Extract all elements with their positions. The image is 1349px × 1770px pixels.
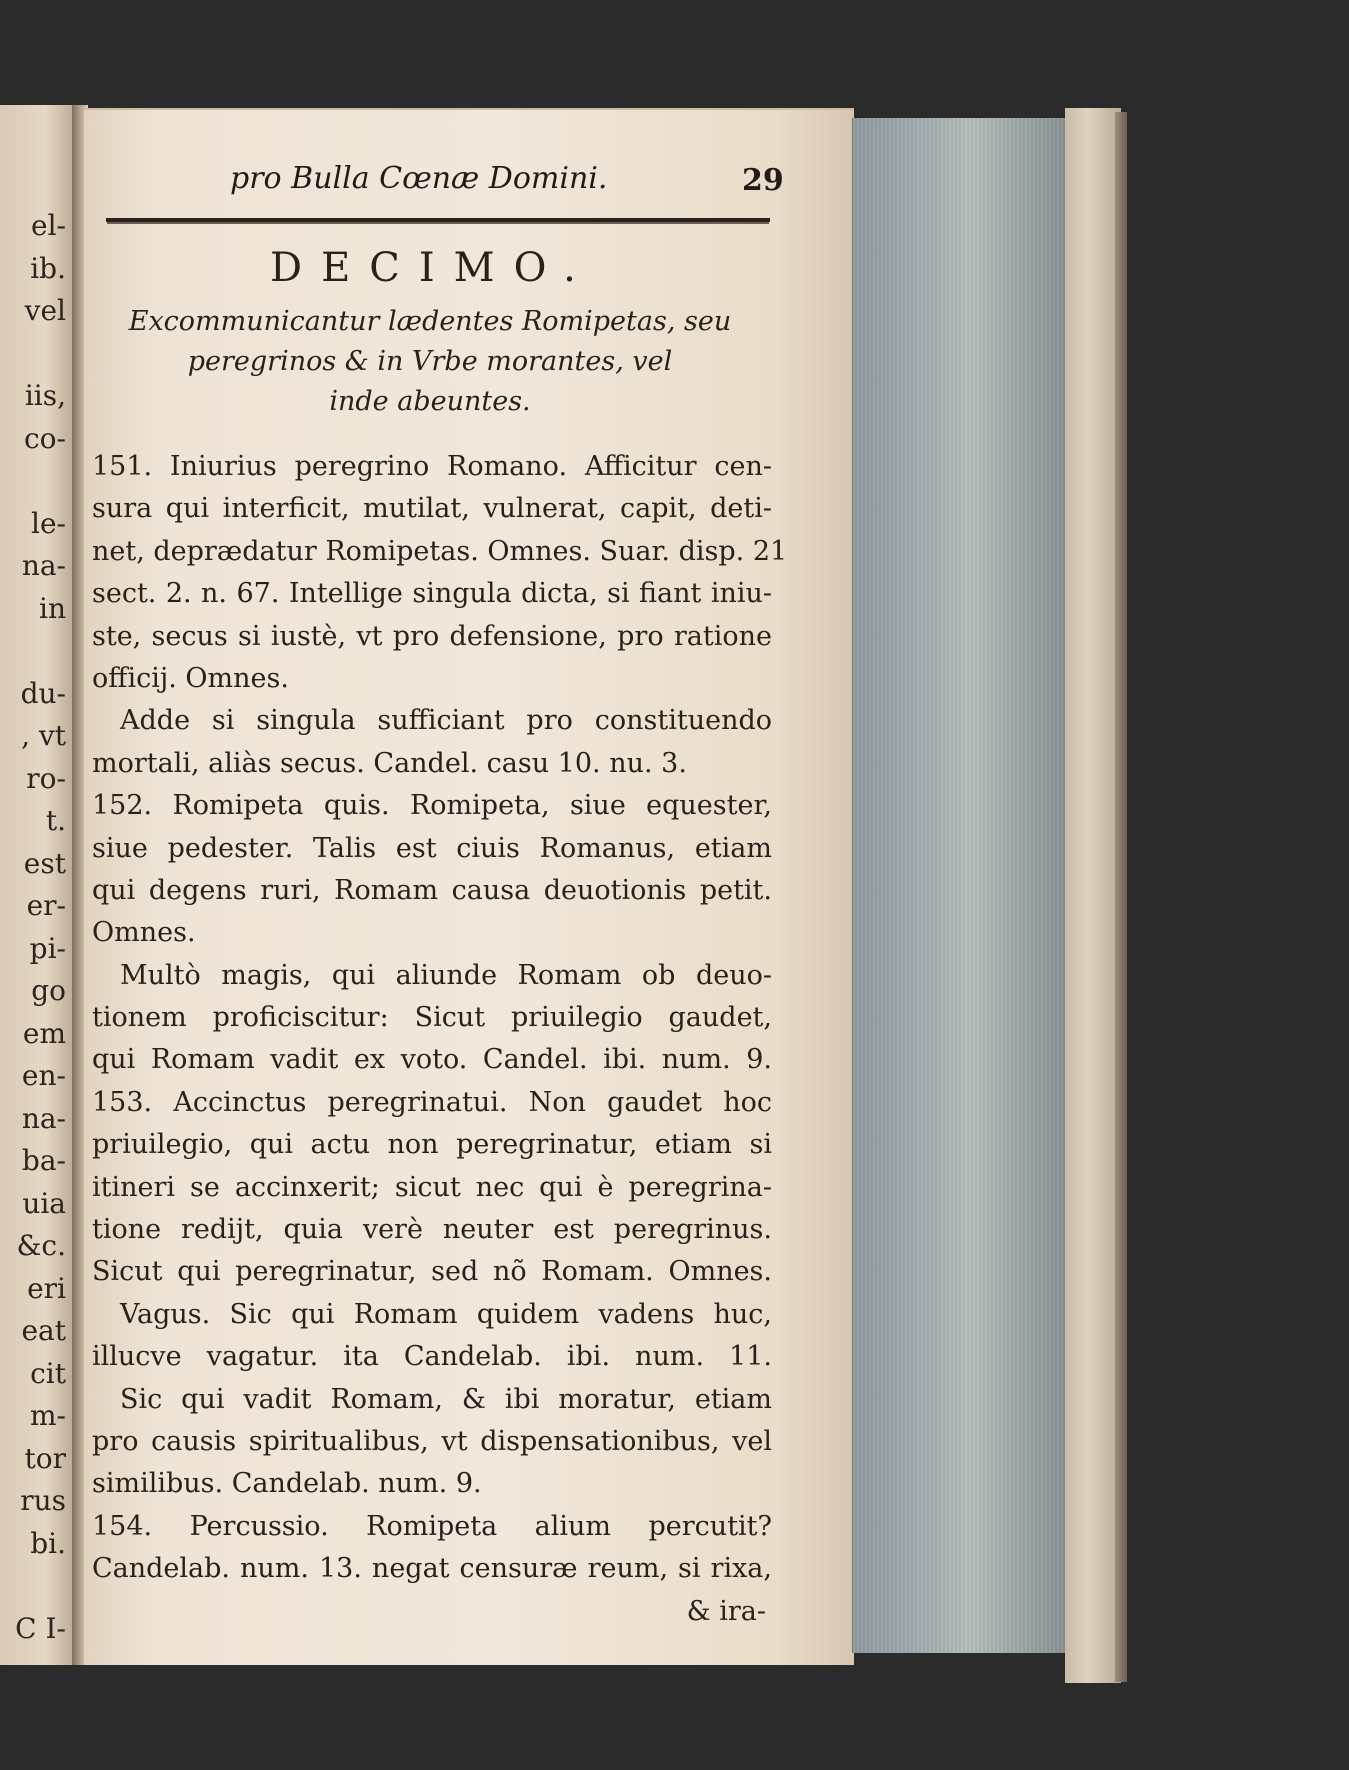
facing-page-fragment: en-	[21, 1059, 66, 1092]
text-line: sect. 2. n. 67. Intellige singula dicta, si fiant iniu-	[92, 578, 772, 610]
facing-page-edge	[0, 105, 76, 1665]
text-line: Omnes.	[92, 917, 196, 949]
section-subtitle	[110, 302, 750, 422]
facing-page-fragment: ib.	[30, 251, 66, 285]
section-title: DECIMO.	[270, 245, 595, 291]
facing-page-fragment: co-	[24, 421, 66, 455]
page-header	[230, 161, 784, 209]
text-line: mortali, aliàs secus. Candel. casu 10. nu. 3.	[92, 747, 687, 779]
vellum-cover-board	[1065, 108, 1121, 1683]
text-line: similibus. Candelab. num. 9.	[92, 1468, 482, 1500]
text-line: illucve vagatur. ita Candelab. ibi. num. 11.	[92, 1341, 772, 1373]
subtitle-line: Excommunicantur lædentes Romipetas, seu	[128, 306, 732, 337]
facing-page-fragment: rus	[20, 1484, 66, 1517]
facing-page-fragment	[15, 1565, 66, 1608]
cover-edge	[1115, 112, 1127, 1682]
facing-page-fragment: el-	[31, 209, 66, 242]
facing-page-fragment: ba-	[21, 1144, 66, 1177]
facing-page-fragment: em	[22, 1016, 66, 1050]
text-line: Candelab. num. 13. negat censuræ reum, si rixa,	[92, 1553, 772, 1585]
text-line: qui Romam vadit ex voto. Candel. ibi. num. 9.	[92, 1044, 772, 1076]
text-line: Adde si singula sufficiant pro constituendo	[120, 705, 772, 737]
subtitle-line: peregrinos & in Vrbe morantes, vel	[187, 346, 673, 377]
facing-page-fragment: uia	[22, 1186, 66, 1220]
text-line: Sic qui vadit Romam, & ibi moratur, etiam	[120, 1383, 772, 1415]
facing-page-fragment: C I-	[15, 1611, 66, 1645]
text-line: sura qui interficit, mutilat, vulnerat, capit, deti-	[92, 493, 772, 525]
facing-page-fragment: na-	[21, 549, 66, 582]
facing-page-fragment: eri	[27, 1271, 66, 1305]
facing-page-fragment: eat	[21, 1314, 66, 1347]
facing-page-fragment: le-	[31, 506, 66, 540]
facing-page-fragment: na-	[21, 1101, 66, 1135]
facing-page-text-fragments	[15, 205, 66, 1650]
text-line: itineri se accinxerit; sicut nec qui è peregrina-	[92, 1171, 772, 1203]
facing-page-fragment	[15, 333, 66, 376]
text-line: officij. Omnes.	[92, 662, 289, 694]
text-line: 152. Romipeta quis. Romipeta, siue equester,	[92, 790, 772, 822]
header-rule	[106, 218, 770, 222]
facing-page-fragment	[15, 630, 66, 673]
text-line: Multò magis, qui aliunde Romam ob deuo-	[120, 959, 772, 991]
text-line: net, deprædatur Romipetas. Omnes. Suar. disp. 21	[92, 535, 788, 567]
facing-page-fragment: in	[39, 591, 66, 625]
facing-page-fragment: iis,	[24, 379, 66, 412]
text-line: qui degens ruri, Romam causa deuotionis petit.	[92, 874, 772, 906]
text-line: priuilegio, qui actu non peregrinatur, etiam si	[92, 1129, 772, 1161]
text-line: Vagus. Sic qui Romam quidem vadens huc,	[120, 1298, 772, 1330]
page-number: 29	[742, 163, 784, 198]
facing-page-fragment: est	[23, 846, 66, 880]
facing-page-fragment: , vt	[21, 719, 66, 752]
text-line: tionem proficiscitur: Sicut priuilegio gaudet,	[92, 1002, 772, 1034]
running-head: pro Bulla Cœnæ Domini.	[230, 161, 608, 196]
facing-page-fragment: tor	[24, 1441, 66, 1475]
text-line: ste, secus si iustè, vt pro defensione, pro ratione	[92, 620, 772, 652]
facing-page-fragment: m-	[29, 1399, 66, 1432]
text-line: siue pedester. Talis est ciuis Romanus, etiam	[92, 832, 772, 864]
text-line: 153. Accinctus peregrinatui. Non gaudet hoc	[92, 1086, 772, 1118]
facing-page-fragment: er-	[26, 889, 66, 922]
body-text	[92, 446, 788, 1633]
text-line: 151. Iniurius peregrino Romano. Afficitur cen-	[92, 451, 772, 482]
facing-page-fragment: bi.	[30, 1526, 66, 1560]
facing-page-fragment: du-	[20, 676, 66, 710]
text-line: tione redijt, quia verè neuter est peregrinus.	[92, 1214, 772, 1246]
facing-page-fragment: ro-	[26, 761, 66, 795]
facing-page-fragment	[15, 460, 66, 503]
facing-page-fragment: pi-	[29, 931, 66, 965]
facing-page-fragment: vel	[24, 294, 66, 327]
page-block-fore-edge	[852, 118, 1068, 1653]
facing-page-fragment: &c.	[16, 1229, 66, 1262]
facing-page-fragment: t.	[45, 804, 66, 837]
text-line: pro causis spiritualibus, vt dispensationibus, vel	[92, 1425, 772, 1457]
facing-page-fragment: go	[31, 974, 66, 1007]
facing-page-fragment: cit	[30, 1356, 66, 1390]
subtitle-line: inde abeuntes.	[329, 386, 531, 417]
text-line: Sicut qui peregrinatur, sed nõ Romam. Omnes.	[92, 1256, 772, 1288]
text-line: & ira-	[686, 1595, 766, 1627]
text-line: 154. Percussio. Romipeta alium percutit?	[92, 1510, 772, 1542]
